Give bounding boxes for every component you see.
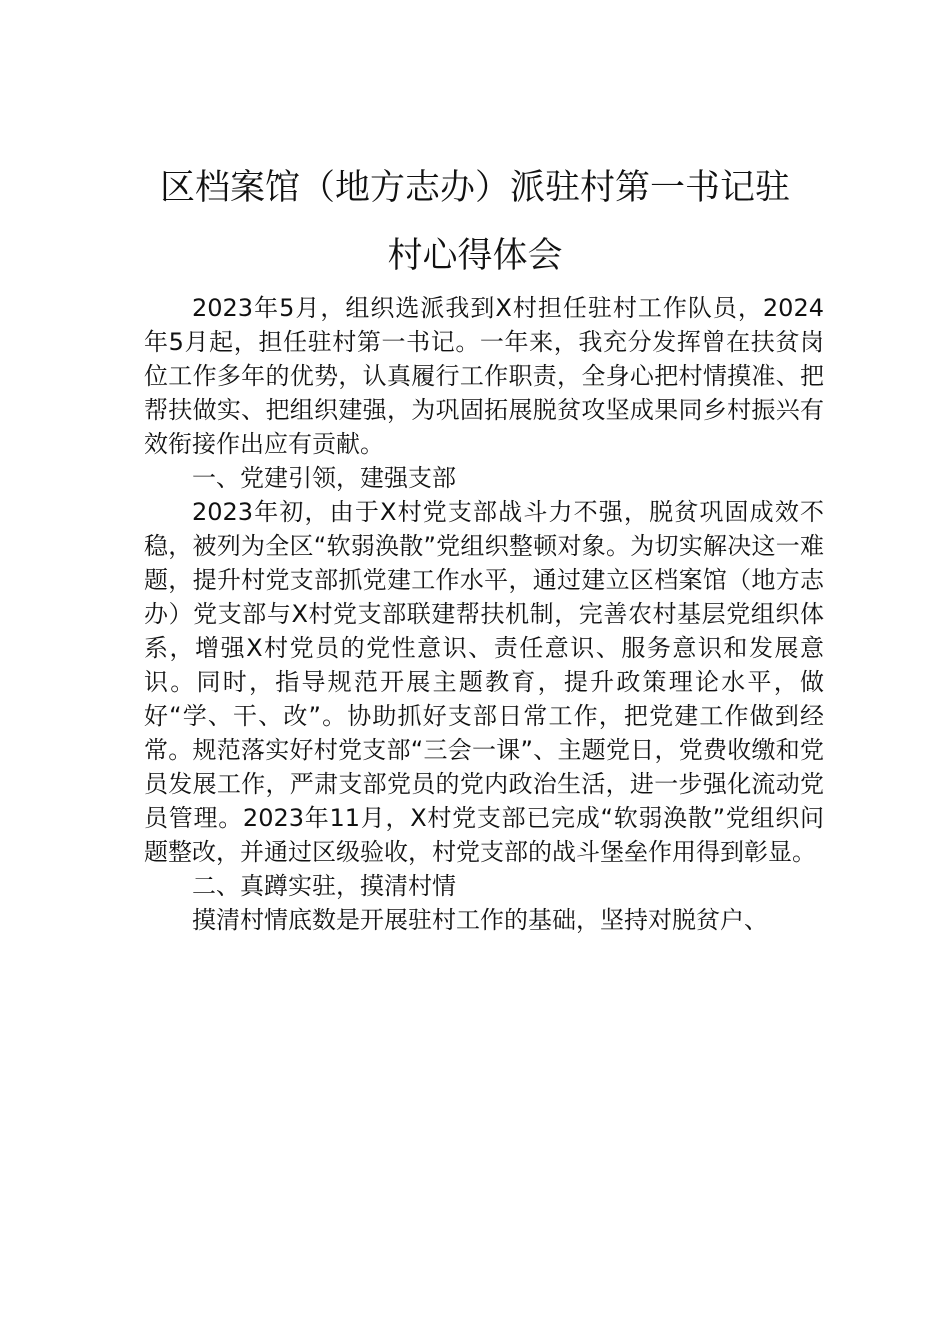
document-title-line-1: 区档案馆（地方志办）派驻村第一书记驻	[159, 168, 790, 208]
document-title-line-2: 村心得体会	[387, 236, 563, 276]
section-heading-2: 二、真蹲实驻，摸清村情	[192, 872, 456, 900]
paragraph-party-building: 2023年初，由于X村党支部战斗力不强，脱贫巩固成效不稳，被列为全区“软弱涣散”党组织整顿对象。为切实解决这一难题，提升村党支部抓党建工作水平，通过建立区档案馆（地方志办）党支部与X村党支部联建帮扶机制，完善农村基层党组织体系，增强X村党员的党性意识、责任意识、服务意识和发展意识。同时，指导规范开展主题教育，提升政策理论水平，做好“学、干、改”。协助抓好支部日常工作，把党建工作做到经常。规范落实好村党支部“三会一课”、主题党日，党费收缴和党员发展工作，严肃支部党员的党内政治生活，进一步强化流动党员管理。2023年11月，X村党支部已完成“软弱涣散”党组织问题整改，并通过区级验收，村党支部的战斗堡垒作用得到彰显。	[144, 498, 824, 866]
section-heading-1: 一、党建引领，建强支部	[192, 464, 456, 492]
document-body	[144, 291, 824, 937]
paragraph-intro: 2023年5月，组织选派我到X村担任驻村工作队员，2024年5月起，担任驻村第一书记。一年来，我充分发挥曾在扶贫岗位工作多年的优势，认真履行工作职责，全身心把村情摸准、把帮扶做实、把组织建强，为巩固拓展脱贫攻坚成果同乡村振兴有效衔接作出应有贡献。	[144, 294, 824, 458]
paragraph-village-survey: 摸清村情底数是开展驻村工作的基础，坚持对脱贫户、	[192, 906, 768, 934]
